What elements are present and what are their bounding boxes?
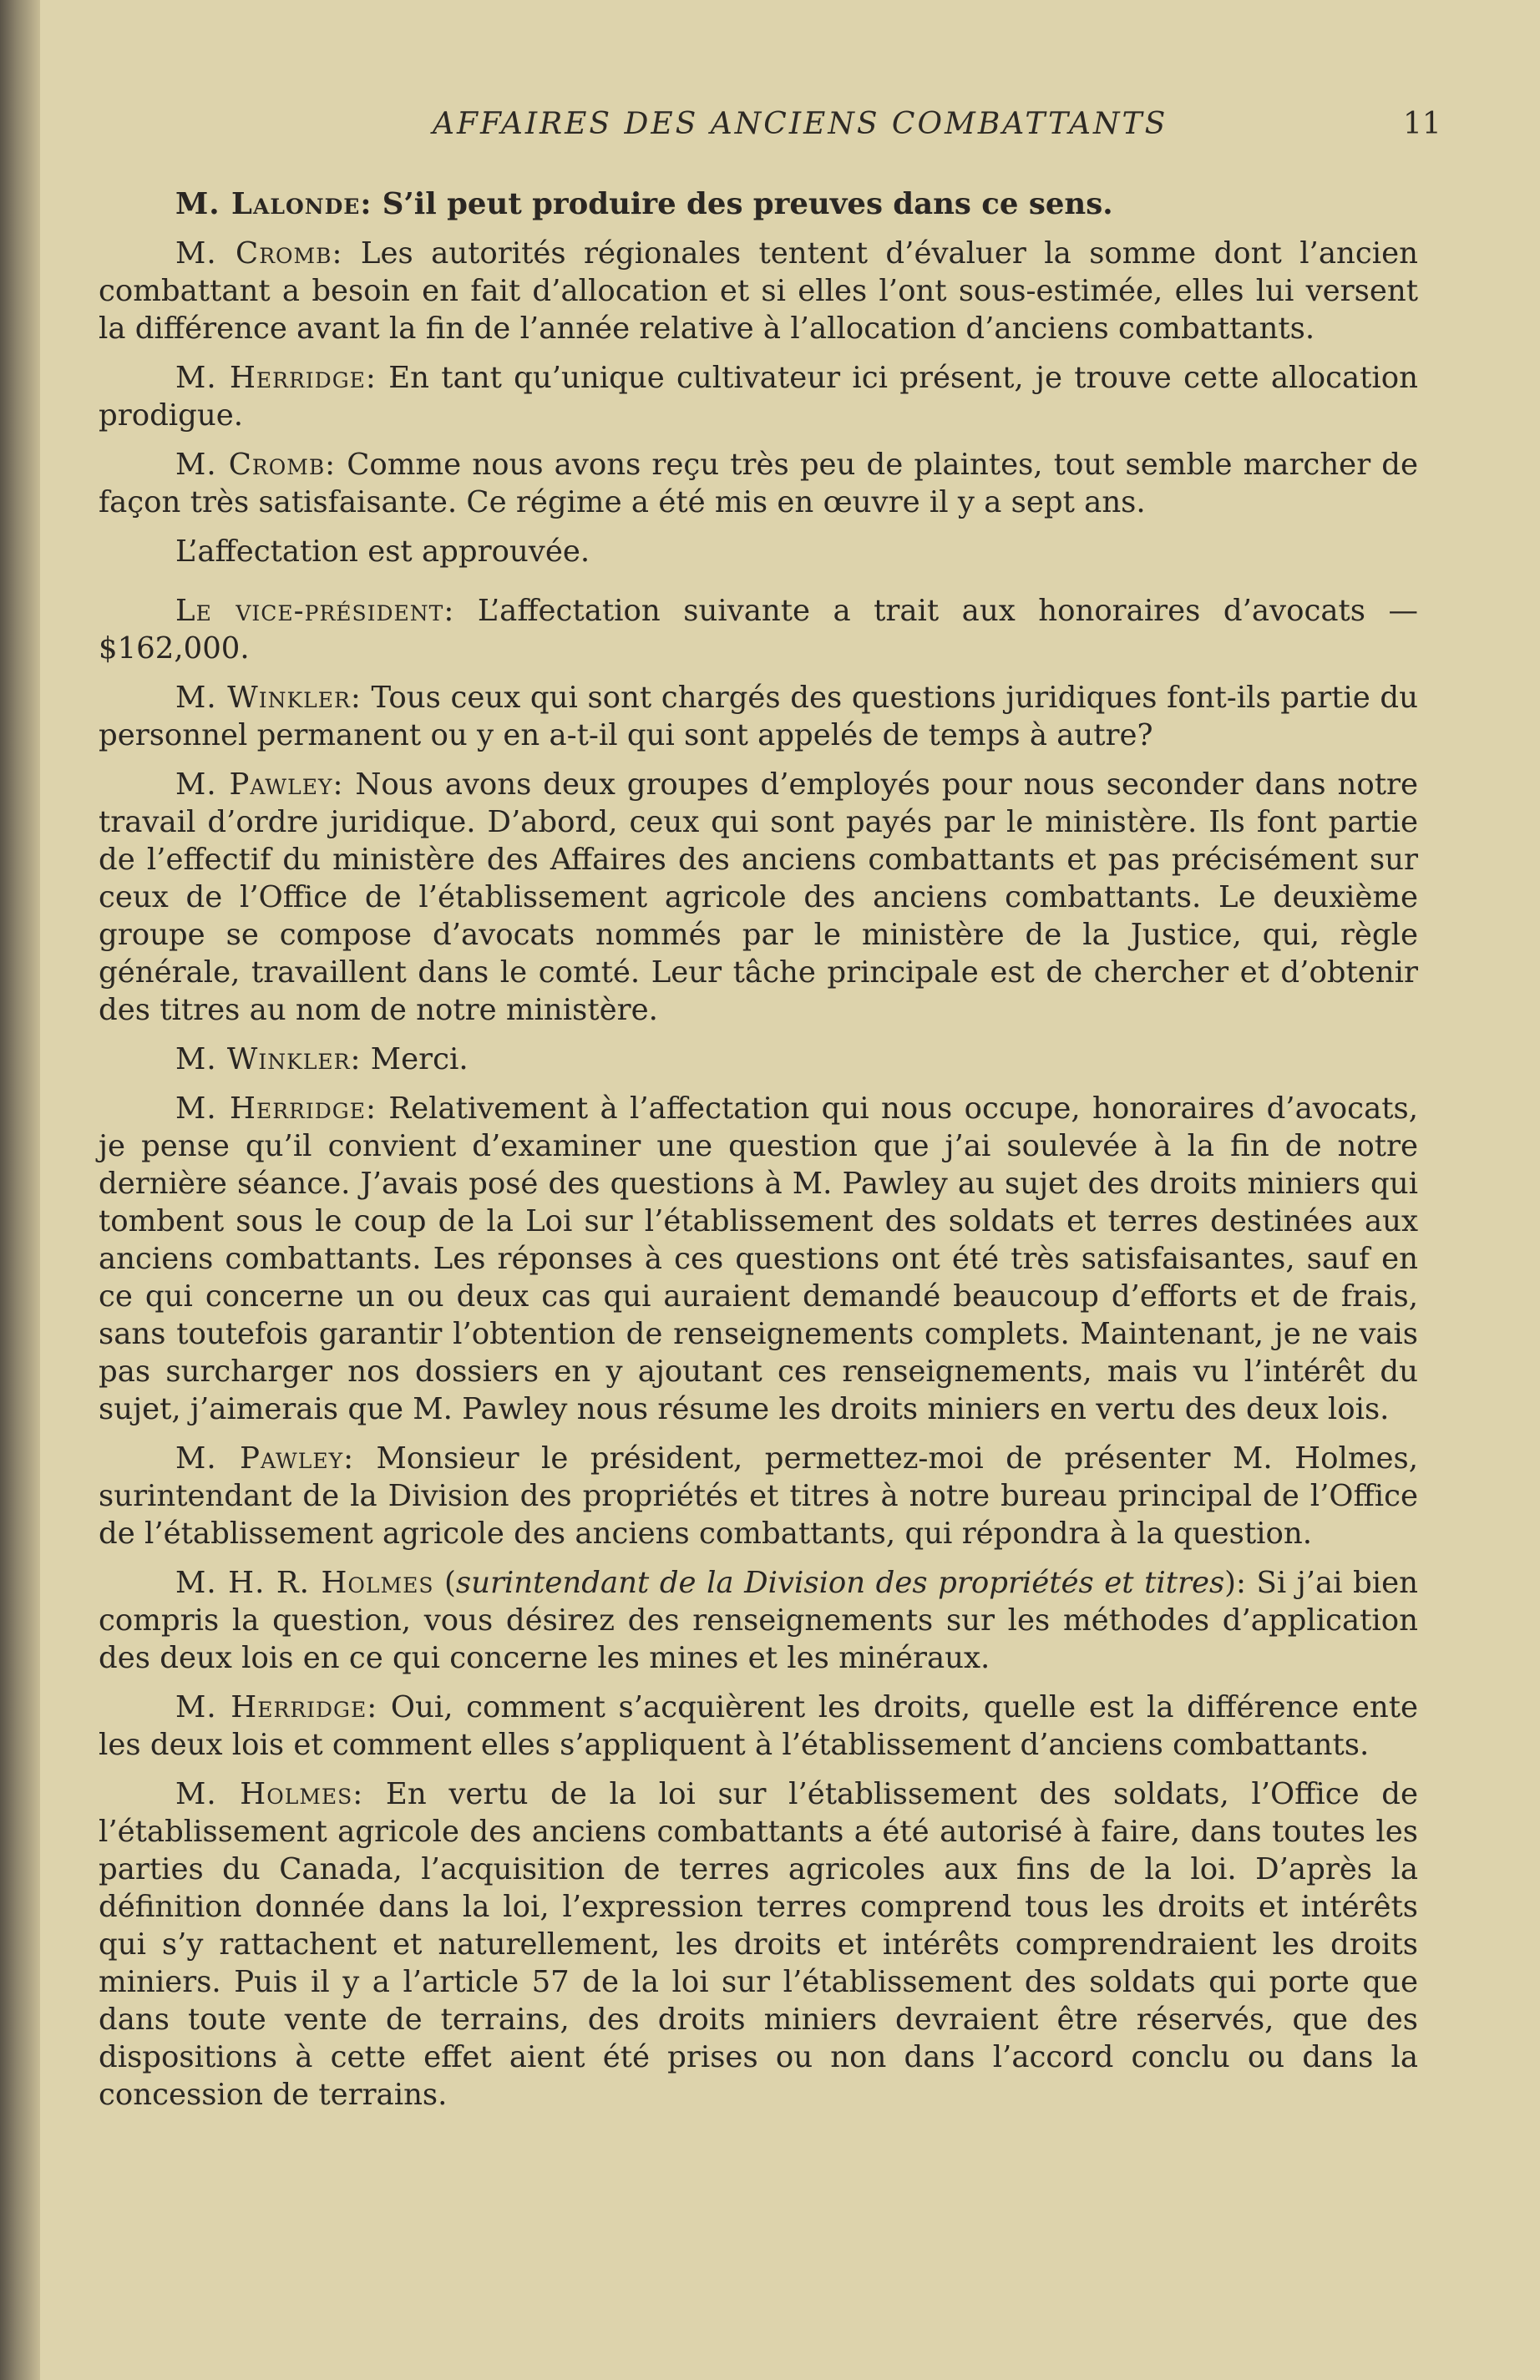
speaker-name: M. Herridge: (175, 1091, 377, 1126)
book-binding-edge (0, 0, 40, 2380)
speaker-name: M. Holmes: (175, 1777, 364, 1811)
speaker-name: M. Cromb: (175, 236, 343, 271)
speaker-name: M. Pawley: (175, 1441, 355, 1476)
paragraph: M. Herridge: En tant qu’unique cultivateur ici présent, je trouve cette allocation prodigue. (99, 361, 1418, 433)
paragraph: M. Herridge: Relativement à l’affectation qui nous occupe, honoraires d’avocats, je pense qu’il convient d’examiner une question que j’ai soulevée à la fin de notre dernière séance. J’avais posé des questions à M. Pawley au sujet des droits miniers qui tombent sous le coup de la Loi sur l’établissement des soldats et terres destinées aux anciens combattants. Les réponses à ces questions ont été très satisfaisantes, sauf en ce qui concerne un ou deux cas qui auraient demandé beaucoup d’efforts et de frais, sans toutefois garantir l’obtention de renseignements complets. Maintenant, je ne vais pas surcharger nos dossiers en y ajoutant ces renseignements, mais vu l’intérêt du sujet, j’aimerais que M. Pawley nous résume les droits miniers en vertu des deux lois. (99, 1091, 1418, 1426)
paragraph: M. Lalonde: S’il peut produire des preuves dans ce sens. (175, 187, 1113, 221)
paragraph: M. Winkler: Tous ceux qui sont chargés des questions juridiques font-ils partie du personnel permanent ou y en a-t-il qui sont appelés de temps à autre? (99, 681, 1419, 752)
paragraph: Le vice-président: L’affectation suivante a trait aux honoraires d’avocats —$162,000. (99, 594, 1418, 666)
paragraph: M. Cromb: Comme nous avons reçu très peu de plaintes, tout semble marcher de façon très satisfaisante. Ce régime a été mis en œuvre il y a sept ans. (99, 448, 1418, 519)
speaker-role: surintendant de la Division des propriétés et titres (455, 1566, 1225, 1600)
speaker-name: M. Lalonde: (175, 187, 372, 221)
page-number: 11 (1403, 107, 1441, 141)
speaker-name: M. Winkler: (175, 1042, 362, 1076)
speaker-name: M. H. R. Holmes (175, 1566, 434, 1600)
speaker-name: M. Herridge: (175, 1690, 378, 1724)
paragraph: M. Herridge: Oui, comment s’acquièrent les droits, quelle est la différence ente les deux lois et comment elles s’appliquent à l’établissement d’anciens combattants. (99, 1690, 1419, 1762)
speaker-name: M. Herridge: (175, 361, 377, 395)
paragraph: M. Cromb: Les autorités régionales tentent d’évaluer la somme dont l’ancien combattant a besoin en fait d’allocation et si elles l’ont sous-estimée, elles lui versent la différence avant la fin de l’année relative à l’allocation d’anciens combattants. (99, 236, 1418, 346)
paragraph: M. Pawley: Nous avons deux groupes d’employés pour nous seconder dans notre travail d’ordre juridique. D’abord, ceux qui sont payés par le ministère. Ils font partie de l’effectif du ministère des Affaires des anciens combattants et pas précisément sur ceux de l’Office de l’établissement agricole des anciens combattants. Le deuxième groupe se compose d’avocats nommés par le ministère de la Justice, qui, règle générale, travaillent dans le comté. Leur tâche principale est de chercher et d’obtenir des titres au nom de notre ministère. (99, 767, 1419, 1027)
paragraph: M. Winkler: Merci. (175, 1042, 469, 1076)
speaker-name: Le vice-président: (175, 594, 455, 628)
paragraph: L’affectation est approuvée. (175, 534, 590, 569)
running-title: AFFAIRES DES ANCIENS COMBATTANTS (433, 107, 1168, 141)
speaker-name: M. Winkler: (175, 681, 362, 715)
paragraph: M. Pawley: Monsieur le président, permettez-moi de présenter M. Holmes, surintendant de la Division des propriétés et titres à notre bureau principal de l’Office de l’établissement agricole des anciens combattants, qui répondra à la question. (99, 1441, 1418, 1551)
page-body (99, 185, 1418, 2125)
speaker-name: M. Cromb: (175, 448, 337, 482)
paragraph: M. Holmes: En vertu de la loi sur l’établissement des soldats, l’Office de l’établissement agricole des anciens combattants a été autorisé à faire, dans toutes les parties du Canada, l’acquisition de terres agricoles aux fins de la loi. D’après la définition donnée dans la loi, l’expression terres comprend tous les droits et intérêts qui s’y rattachent et naturellement, les droits et intérêts comprendraient les droits miniers. Puis il y a l’article 57 de la loi sur l’établissement des soldats qui porte que dans toute vente de terrains, des droits miniers devraient être réservés, que des dispositions à cette effet aient été prises ou non dans l’accord conclu ou dans la concession de terrains. (99, 1777, 1418, 2112)
paragraph: M. H. R. Holmes (surintendant de la Division des propriétés et titres): Si j’ai bien compris la question, vous désirez des renseignements sur les méthodes d’application des deux lois en ce qui concerne les mines et les minéraux. (99, 1566, 1418, 1675)
speaker-name: M. Pawley: (175, 767, 344, 802)
